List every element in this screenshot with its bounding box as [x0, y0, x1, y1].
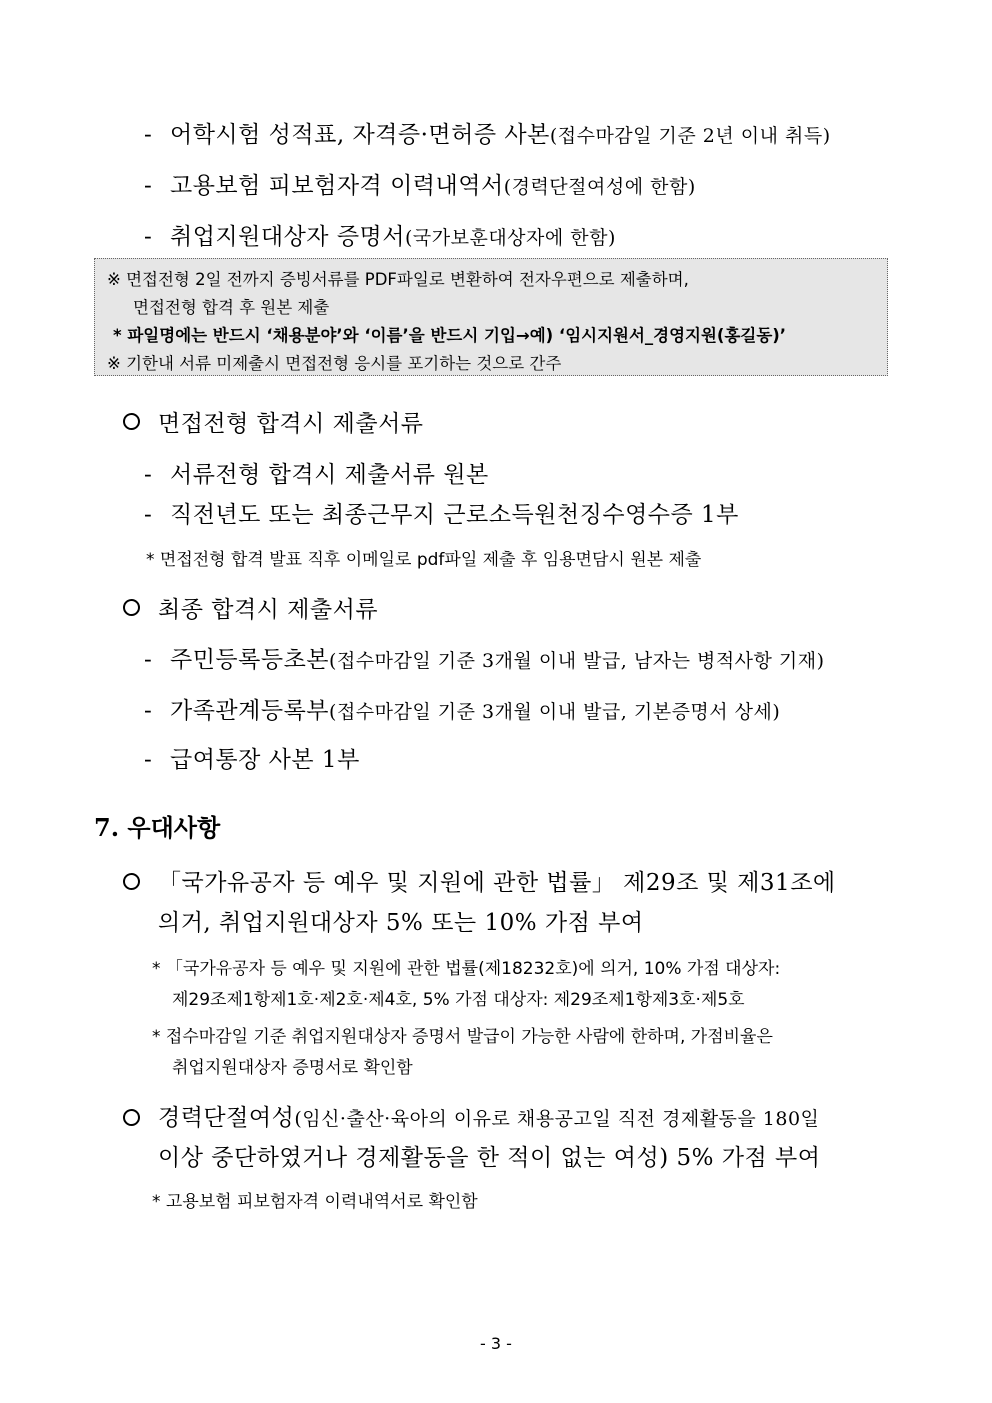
interview-pass-note: * 면접전형 합격 발표 직후 이메일로 pdf파일 제출 후 임용면담시 원본 제출 [146, 550, 702, 570]
dash: - [144, 698, 153, 724]
dash: - [144, 122, 153, 148]
item-main: 주민등록등초본 [170, 647, 330, 673]
interview-pass-item [144, 496, 739, 529]
doc-item-main: 어학시험 성적표, 자격증·면허증 사본 [170, 122, 550, 148]
item-main: 가족관계등록부 [170, 698, 330, 724]
preference-item-1-line-1: 「국가유공자 등 예우 및 지원에 관한 법률」 제29조 및 제31조에 [158, 870, 836, 896]
preference-note-2-line-1: * 접수마감일 기준 취업지원대상자 증명서 발급이 가능한 사람에 한하며, 가점비율은 [152, 1027, 773, 1047]
doc-item-employment-support [144, 218, 616, 251]
item-paren: (접수마감일 기준 3개월 이내 발급, 남자는 병적사항 기재) [329, 650, 825, 672]
notice-line-3: * 파일명에는 반드시 ‘채용분야’와 ‘이름’을 반드시 기입→예) ‘임시지원서_경영지원(홍길동)’ [113, 326, 787, 345]
notice-line-4: ※ 기한내 서류 미제출시 면접전형 응시를 포기하는 것으로 간주 [107, 354, 562, 373]
interview-pass-heading: 면접전형 합격시 제출서류 [158, 411, 424, 437]
interview-pass-item [144, 456, 489, 489]
notice-box [94, 258, 888, 376]
preference-item-2-line-2: 이상 중단하였거나 경제활동을 한 적이 없는 여성) 5% 가점 부여 [158, 1145, 821, 1171]
item-paren: (임신·출산·육아의 이유로 채용공고일 직전 경제활동을 180일 [294, 1108, 820, 1130]
preference-note-1-line-2: 제29조제1항제1호·제2호·제4호, 5% 가점 대상자: 제29조제1항제3호·제5호 [172, 990, 745, 1010]
final-pass-heading: 최종 합격시 제출서류 [158, 597, 379, 623]
preference-item-1-line-2: 의거, 취업지원대상자 5% 또는 10% 가점 부여 [158, 910, 644, 936]
dash: - [144, 462, 153, 488]
section-7-title: 7. 우대사항 [94, 813, 221, 842]
notice-line-1: ※ 면접전형 2일 전까지 증빙서류를 PDF파일로 변환하여 전자우편으로 제출하며, [107, 270, 689, 289]
preference-note-2-line-2: 취업지원대상자 증명서로 확인함 [172, 1058, 413, 1078]
doc-item-paren: (경력단절여성에 한함) [503, 176, 696, 198]
doc-item-main: 고용보험 피보험자격 이력내역서 [170, 173, 504, 199]
preference-note-1-line-1: * 「국가유공자 등 예우 및 지원에 관한 법률(제18232호)에 의거, 10% 가점 대상자: [152, 959, 781, 979]
doc-item-language-cert [144, 116, 831, 149]
bullet-circle-icon [123, 413, 140, 430]
item-main: 급여통장 사본 1부 [170, 747, 360, 773]
preference-note-3: * 고용보험 피보험자격 이력내역서로 확인함 [152, 1192, 478, 1212]
item-text: 직전년도 또는 최종근무지 근로소득원천징수영수증 1부 [170, 502, 739, 528]
item-paren: (접수마감일 기준 3개월 이내 발급, 기본증명서 상세) [329, 701, 781, 723]
dash: - [144, 647, 153, 673]
doc-item-paren: (접수마감일 기준 2년 이내 취득) [549, 125, 831, 147]
item-main: 경력단절여성 [158, 1105, 295, 1131]
doc-item-main: 취업지원대상자 증명서 [170, 224, 405, 250]
final-pass-item [144, 741, 360, 774]
final-pass-item [144, 692, 780, 725]
page-number: - 3 - [480, 1334, 512, 1353]
preference-item-2-line-1 [158, 1099, 819, 1132]
dash: - [144, 502, 153, 528]
final-pass-item [144, 641, 825, 674]
bullet-circle-icon [123, 1109, 140, 1126]
bullet-circle-icon [123, 599, 140, 616]
bullet-circle-icon [123, 873, 140, 890]
dash: - [144, 173, 153, 199]
notice-line-2: 면접전형 합격 후 원본 제출 [133, 298, 330, 317]
doc-item-employment-insurance [144, 167, 696, 200]
dash: - [144, 747, 153, 773]
item-text: 서류전형 합격시 제출서류 원본 [170, 462, 489, 488]
doc-item-paren: (국가보훈대상자에 한함) [405, 227, 616, 249]
dash: - [144, 224, 153, 250]
